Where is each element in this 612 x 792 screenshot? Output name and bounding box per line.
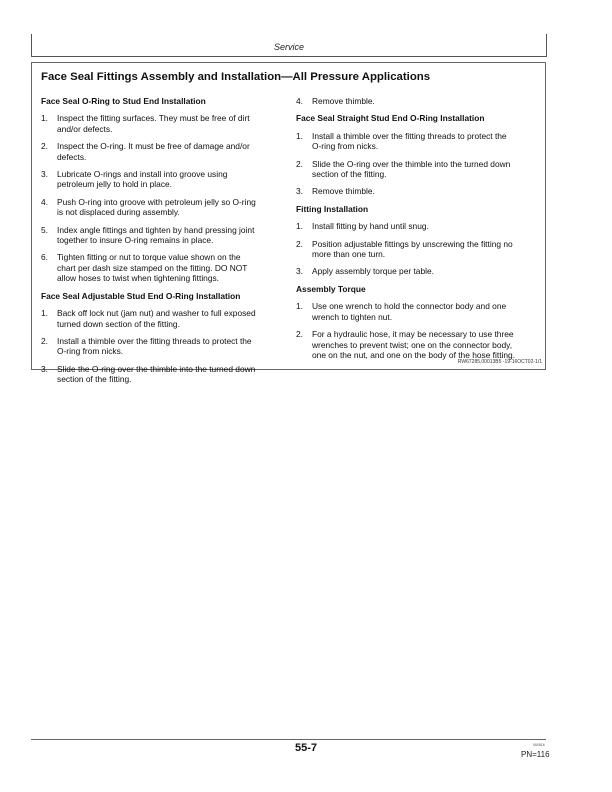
item-number: 3. (296, 186, 303, 197)
footer-small-code: 060816 (533, 743, 545, 747)
item-text-line: one on the nut, and one on the body of the hose fitting. (312, 349, 516, 360)
list-item (41, 308, 286, 329)
page-title: Face Seal Fittings Assembly and Installation—All Pressure Applications (41, 71, 431, 83)
subsection-heading: Face Seal O-Ring to Stud End Installation (41, 96, 206, 106)
item-text-line: Push O-ring into groove with petroleum jelly so O-ring (57, 196, 256, 207)
item-text-line: Inspect the fitting surfaces. They must be free of dirt (57, 113, 250, 124)
section-label: Service (273, 42, 304, 52)
subsection-heading: Fitting Installation (296, 203, 369, 214)
item-text-line: O-ring from nicks. (312, 141, 379, 152)
item-text-line: Remove thimble. (312, 96, 375, 106)
item-number: 3. (41, 169, 48, 180)
item-number: 1. (296, 301, 303, 312)
item-number: 1. (41, 113, 48, 124)
item-text-line: Position adjustable fittings by unscrewing the fitting no (312, 238, 513, 249)
reference-code: RW67285,00013B5 -19-16OCT02-1/1 (457, 359, 542, 365)
right-column (296, 96, 541, 367)
item-text-line: Index angle fittings and tighten by hand pressing joint (57, 224, 255, 235)
header-divider (31, 56, 547, 57)
item-text-line: petroleum jelly to hold in place. (57, 179, 172, 190)
item-text-line: O-ring from nicks. (57, 346, 124, 357)
left-column (41, 96, 286, 392)
list-item (296, 301, 541, 322)
list-item (41, 169, 286, 190)
list-item (296, 96, 541, 106)
item-number: 5. (41, 224, 48, 235)
item-text-line: Back off lock nut (jam nut) and washer to full exposed (57, 308, 256, 319)
item-number: 2. (296, 238, 303, 249)
item-number: 1. (296, 130, 303, 141)
item-text-line: Install a thimble over the fitting threads to protect the (57, 335, 252, 346)
list-item (296, 186, 541, 196)
item-text-line: turned down section of the fitting. (57, 318, 180, 329)
item-text-line: Inspect the O-ring. It must be free of damage and/or (57, 141, 250, 152)
list-item (41, 364, 286, 385)
item-number: 3. (41, 363, 48, 374)
item-text-line: is not displaced during assembly. (57, 207, 180, 218)
subsection-heading: Face Seal Straight Stud End O-Ring Installation (296, 113, 485, 124)
item-text-line: Lubricate O-rings and install into groove using (57, 169, 228, 180)
item-number: 2. (41, 141, 48, 152)
item-text-line: section of the fitting. (57, 374, 132, 385)
item-number: 2. (296, 158, 303, 169)
item-text-line: more than one turn. (312, 249, 386, 260)
item-text-line: chart per dash size stamped on the fitting. DO NOT (57, 262, 248, 273)
list-item (296, 239, 541, 260)
list-item (296, 131, 541, 152)
footer-divider (31, 739, 546, 740)
item-text-line: Slide the O-ring over the thimble into the turned down (57, 363, 256, 374)
item-text-line: wrench to tighten nut. (312, 311, 393, 322)
item-text-line: Use one wrench to hold the connector body and one (312, 301, 507, 312)
item-text-line: and/or defects. (57, 123, 113, 134)
page-number: 55-7 (294, 742, 318, 754)
list-item (296, 159, 541, 180)
list-item (296, 329, 541, 360)
item-text-line: section of the fitting. (312, 169, 387, 180)
item-text-line: together to insure O-ring remains in place. (57, 235, 214, 246)
subsection-heading: Face Seal Adjustable Stud End O-Ring Installation (41, 290, 241, 301)
list-item (41, 197, 286, 218)
part-number: PN=116 (521, 750, 550, 759)
item-number: 2. (296, 329, 303, 340)
item-number: 2. (41, 335, 48, 346)
list-item (41, 336, 286, 357)
list-item (41, 141, 286, 162)
subsection-heading: Assembly Torque (296, 283, 366, 294)
item-text-line: For a hydraulic hose, it may be necessary to use three (312, 329, 514, 340)
item-text-line: Slide the O-ring over the thimble into the turned down (312, 158, 511, 169)
item-text-line: wrenches to prevent twist; one on the connector body, (312, 339, 513, 350)
item-text-line: allow hoses to twist when tightening fittings. (57, 273, 220, 284)
list-item (41, 225, 286, 246)
list-item (41, 252, 286, 283)
item-number: 1. (296, 221, 303, 232)
item-number: 3. (296, 266, 303, 277)
item-text-line: Remove thimble. (312, 186, 375, 197)
item-number: 4. (41, 196, 48, 207)
item-text-line: Tighten fitting or nut to torque value shown on the (57, 252, 241, 263)
list-item (41, 113, 286, 134)
item-number: 4. (296, 96, 303, 106)
list-item (296, 266, 541, 276)
item-number: 1. (41, 308, 48, 319)
item-text-line: Install a thimble over the fitting threads to protect the (312, 130, 507, 141)
list-item (296, 221, 541, 231)
item-text-line: Apply assembly torque per table. (312, 266, 434, 277)
item-number: 6. (41, 252, 48, 263)
item-text-line: defects. (57, 151, 87, 162)
item-text-line: Install fitting by hand until snug. (312, 221, 429, 232)
